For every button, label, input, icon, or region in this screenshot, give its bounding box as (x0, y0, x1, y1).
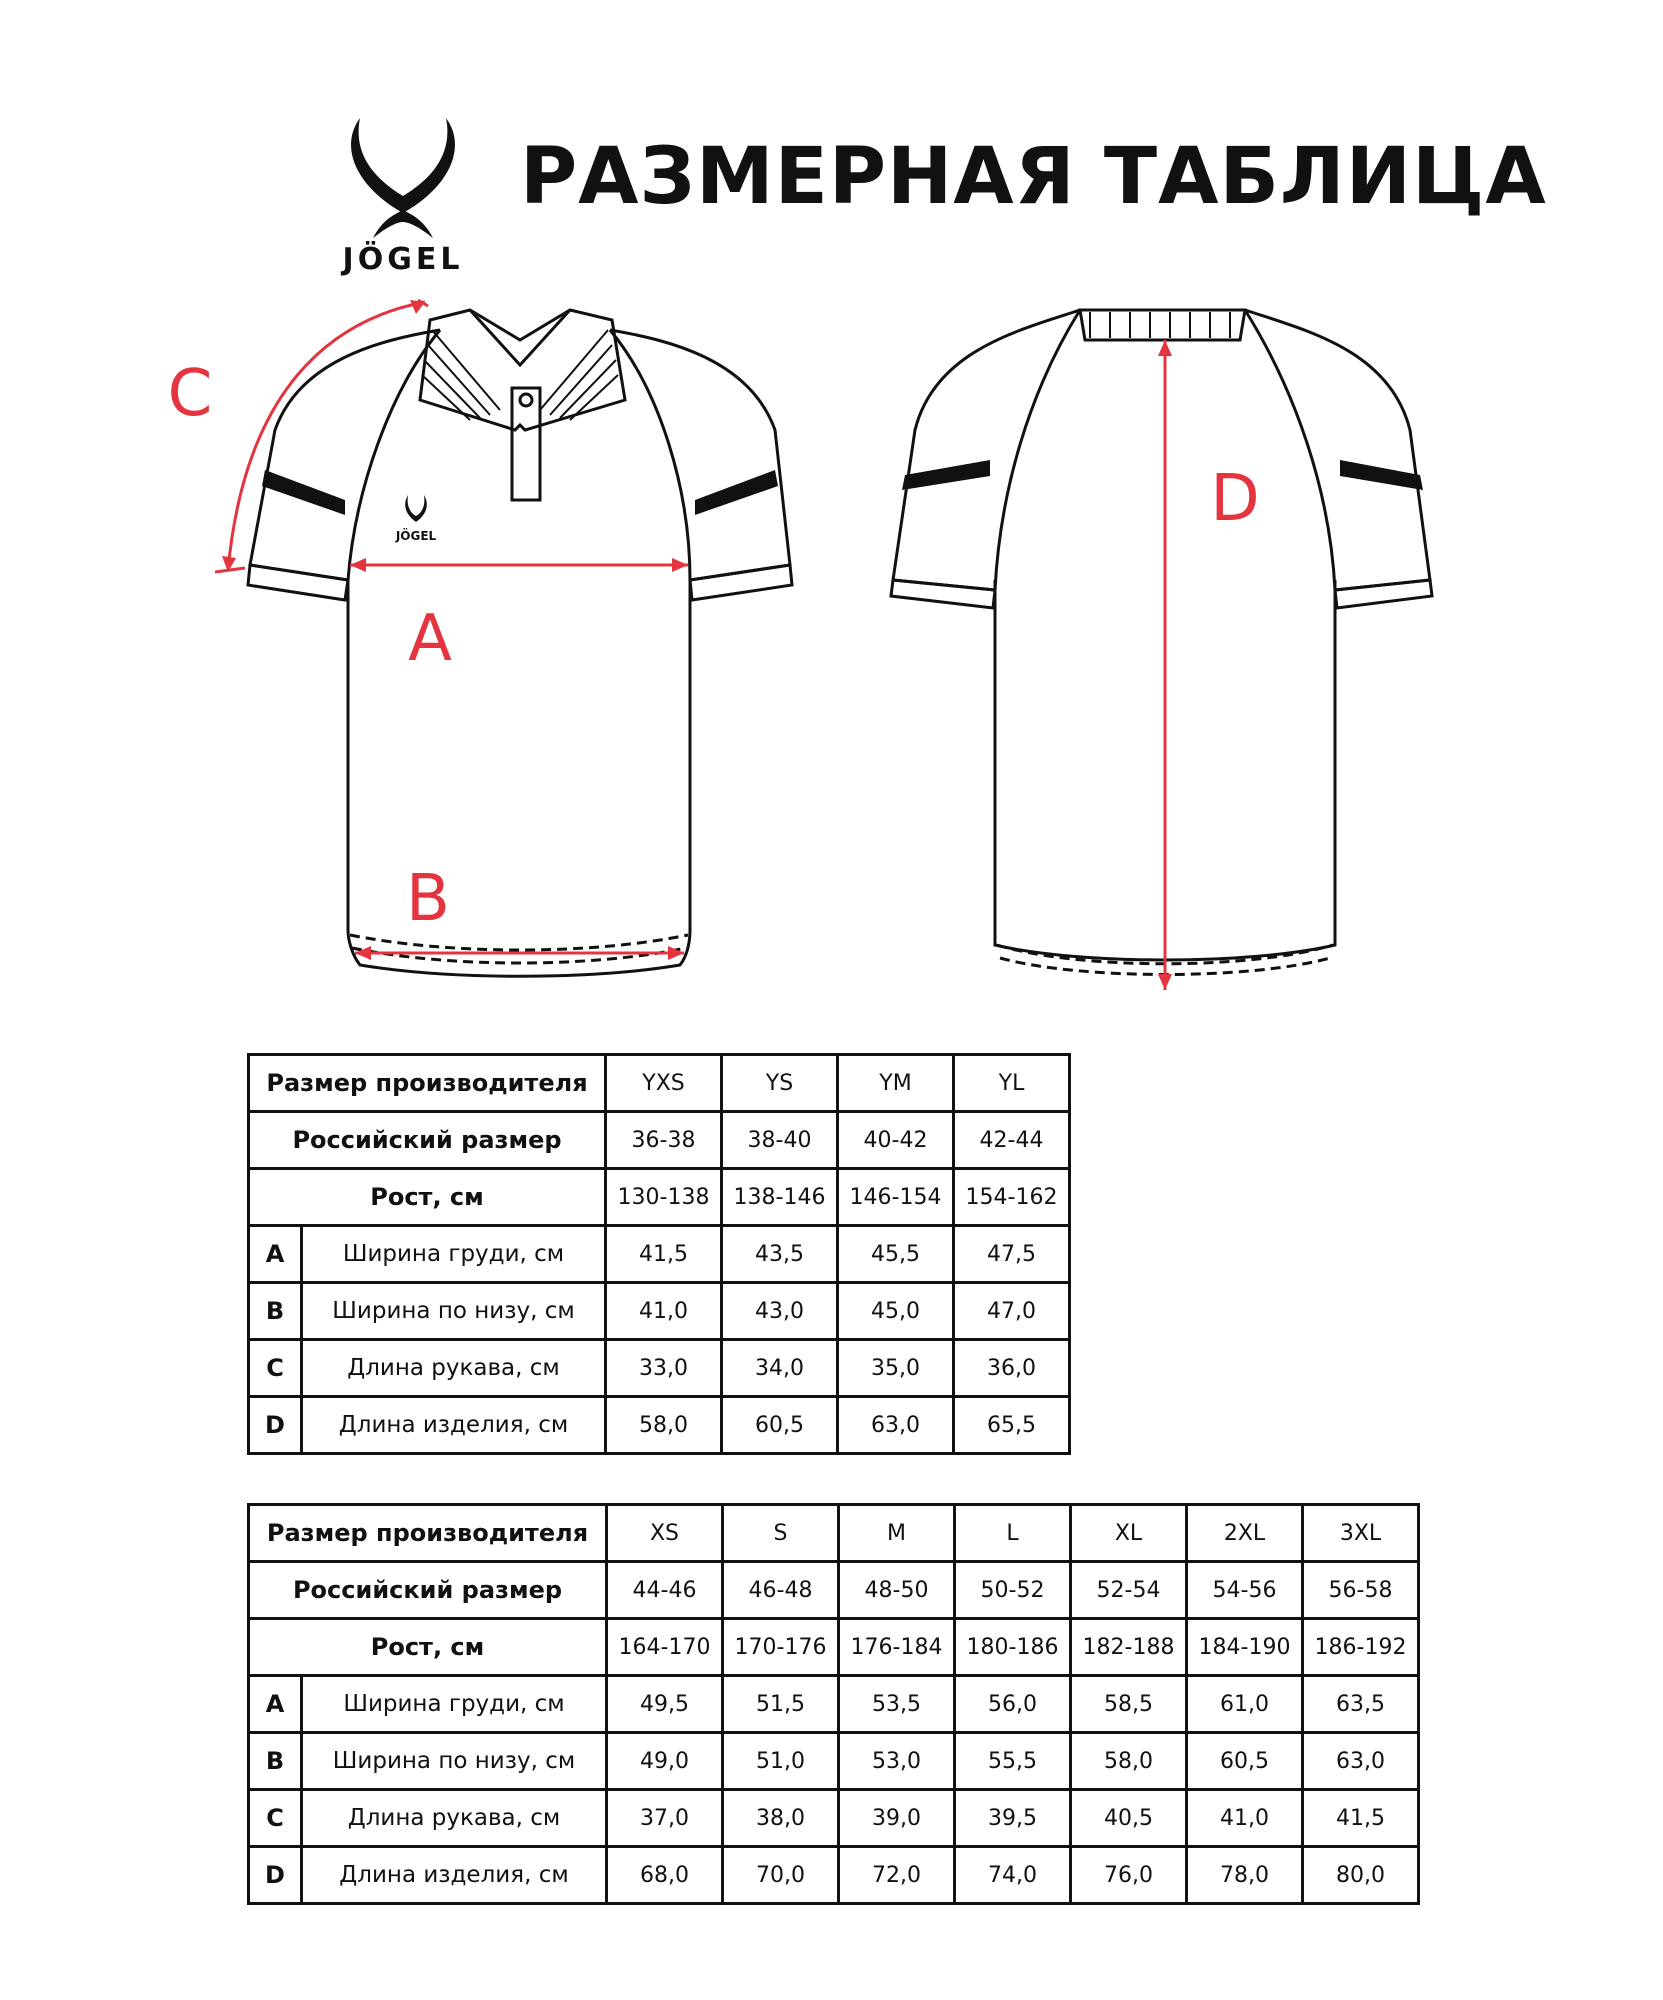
measure-value: 41,0 (606, 1283, 722, 1340)
measure-value: 45,0 (838, 1283, 954, 1340)
height-row-cell: 130-138 (606, 1169, 722, 1226)
manufacturer-size-row-label: Размер производителя (249, 1055, 606, 1112)
measure-name: Длина изделия, см (302, 1847, 607, 1904)
russian-size-row-label: Российский размер (249, 1112, 606, 1169)
label-c: C (167, 357, 213, 431)
measure-value: 72,0 (839, 1847, 955, 1904)
measure-row (249, 1847, 1419, 1904)
russian-size-row-cell: 54-56 (1187, 1562, 1303, 1619)
manufacturer-size-row-cell: XL (1071, 1505, 1187, 1562)
height-row-cell: 138-146 (722, 1169, 838, 1226)
height-row-cell: 170-176 (723, 1619, 839, 1676)
measure-value: 63,0 (1303, 1733, 1419, 1790)
measure-row (249, 1676, 1419, 1733)
measure-value: 60,5 (722, 1397, 838, 1454)
manufacturer-size-row-cell: XS (607, 1505, 723, 1562)
measure-value: 39,0 (839, 1790, 955, 1847)
measure-value: 36,0 (954, 1340, 1070, 1397)
page-title: РАЗМЕРНАЯ ТАБЛИЦА (520, 132, 1547, 222)
measure-name: Ширина груди, см (302, 1226, 606, 1283)
measure-value: 70,0 (723, 1847, 839, 1904)
measure-value: 47,5 (954, 1226, 1070, 1283)
measure-value: 58,0 (1071, 1733, 1187, 1790)
measure-value: 43,0 (722, 1283, 838, 1340)
measure-value: 53,0 (839, 1733, 955, 1790)
russian-size-row-cell: 36-38 (606, 1112, 722, 1169)
measure-value: 33,0 (606, 1340, 722, 1397)
measure-value: 58,5 (1071, 1676, 1187, 1733)
manufacturer-size-row (249, 1505, 1419, 1562)
manufacturer-size-row-cell: S (723, 1505, 839, 1562)
measure-letter: D (249, 1397, 302, 1454)
measure-value: 35,0 (838, 1340, 954, 1397)
russian-size-row (249, 1112, 1070, 1169)
russian-size-row-cell: 38-40 (722, 1112, 838, 1169)
measure-value: 51,5 (723, 1676, 839, 1733)
manufacturer-size-row-label: Размер производителя (249, 1505, 607, 1562)
measure-row (249, 1226, 1070, 1283)
collar-stripes (422, 330, 618, 420)
measure-name: Длина рукава, см (302, 1790, 607, 1847)
measure-value: 76,0 (1071, 1847, 1187, 1904)
measure-name: Длина изделия, см (302, 1397, 606, 1454)
measure-row (249, 1340, 1070, 1397)
manufacturer-size-row-cell: L (955, 1505, 1071, 1562)
measure-value: 56,0 (955, 1676, 1071, 1733)
measure-value: 63,0 (838, 1397, 954, 1454)
height-row-cell: 182-188 (1071, 1619, 1187, 1676)
height-row-label: Рост, см (249, 1619, 607, 1676)
measure-value: 41,0 (1187, 1790, 1303, 1847)
manufacturer-size-row-cell: YXS (606, 1055, 722, 1112)
height-row-cell: 154-162 (954, 1169, 1070, 1226)
measure-value: 74,0 (955, 1847, 1071, 1904)
back-collar-stripes (1090, 312, 1230, 338)
polo-back (891, 310, 1432, 975)
russian-size-row-cell: 56-58 (1303, 1562, 1419, 1619)
russian-size-row-cell: 40-42 (838, 1112, 954, 1169)
measure-letter: C (249, 1790, 302, 1847)
height-row-cell: 186-192 (1303, 1619, 1419, 1676)
size-table-adults (247, 1503, 1420, 1905)
manufacturer-size-row-cell: 2XL (1187, 1505, 1303, 1562)
measure-name: Длина рукава, см (302, 1340, 606, 1397)
measure-row (249, 1397, 1070, 1454)
measure-value: 80,0 (1303, 1847, 1419, 1904)
measure-value: 37,0 (607, 1790, 723, 1847)
measure-value: 68,0 (607, 1847, 723, 1904)
measure-value: 41,5 (1303, 1790, 1419, 1847)
measure-value: 34,0 (722, 1340, 838, 1397)
measure-value: 49,5 (607, 1676, 723, 1733)
height-row-cell: 184-190 (1187, 1619, 1303, 1676)
measure-row (249, 1790, 1419, 1847)
measure-letter: A (249, 1676, 302, 1733)
height-row-cell: 164-170 (607, 1619, 723, 1676)
measure-row (249, 1283, 1070, 1340)
russian-size-row-cell: 44-46 (607, 1562, 723, 1619)
chest-brand: JÖGEL (395, 529, 437, 543)
measure-value: 47,0 (954, 1283, 1070, 1340)
manufacturer-size-row-cell: M (839, 1505, 955, 1562)
measure-letter: C (249, 1340, 302, 1397)
height-row-cell: 146-154 (838, 1169, 954, 1226)
page-header (0, 0, 1663, 290)
russian-size-row-cell: 46-48 (723, 1562, 839, 1619)
russian-size-row-label: Российский размер (249, 1562, 607, 1619)
label-b: B (406, 862, 450, 936)
measure-value: 55,5 (955, 1733, 1071, 1790)
measure-name: Ширина по низу, см (302, 1283, 606, 1340)
measure-value: 65,5 (954, 1397, 1070, 1454)
brand-wordmark: JÖGEL (342, 242, 464, 277)
manufacturer-size-row-cell: 3XL (1303, 1505, 1419, 1562)
measure-value: 58,0 (606, 1397, 722, 1454)
russian-size-row-cell: 52-54 (1071, 1562, 1187, 1619)
height-row-cell: 180-186 (955, 1619, 1071, 1676)
measure-value: 61,0 (1187, 1676, 1303, 1733)
measure-letter: D (249, 1847, 302, 1904)
label-d: D (1210, 462, 1260, 536)
polo-front (248, 310, 792, 976)
size-table-kids (247, 1053, 1071, 1455)
measure-value: 39,5 (955, 1790, 1071, 1847)
measure-value: 43,5 (722, 1226, 838, 1283)
measure-value: 60,5 (1187, 1733, 1303, 1790)
measure-letter: B (249, 1283, 302, 1340)
height-row (249, 1619, 1419, 1676)
height-row (249, 1169, 1070, 1226)
measure-name: Ширина груди, см (302, 1676, 607, 1733)
russian-size-row-cell: 48-50 (839, 1562, 955, 1619)
manufacturer-size-row-cell: YL (954, 1055, 1070, 1112)
measure-value: 49,0 (607, 1733, 723, 1790)
measure-value: 38,0 (723, 1790, 839, 1847)
measure-value: 51,0 (723, 1733, 839, 1790)
manufacturer-size-row-cell: YS (722, 1055, 838, 1112)
polo-diagram (0, 290, 1663, 1030)
measure-row (249, 1733, 1419, 1790)
label-a: A (408, 602, 452, 676)
measure-value: 41,5 (606, 1226, 722, 1283)
measure-value: 45,5 (838, 1226, 954, 1283)
measure-value: 78,0 (1187, 1847, 1303, 1904)
manufacturer-size-row (249, 1055, 1070, 1112)
manufacturer-size-row-cell: YM (838, 1055, 954, 1112)
measure-name: Ширина по низу, см (302, 1733, 607, 1790)
russian-size-row (249, 1562, 1419, 1619)
measure-value: 40,5 (1071, 1790, 1187, 1847)
measure-letter: B (249, 1733, 302, 1790)
measure-value: 63,5 (1303, 1676, 1419, 1733)
height-row-cell: 176-184 (839, 1619, 955, 1676)
height-row-label: Рост, см (249, 1169, 606, 1226)
russian-size-row-cell: 42-44 (954, 1112, 1070, 1169)
measure-letter: A (249, 1226, 302, 1283)
measure-value: 53,5 (839, 1676, 955, 1733)
russian-size-row-cell: 50-52 (955, 1562, 1071, 1619)
